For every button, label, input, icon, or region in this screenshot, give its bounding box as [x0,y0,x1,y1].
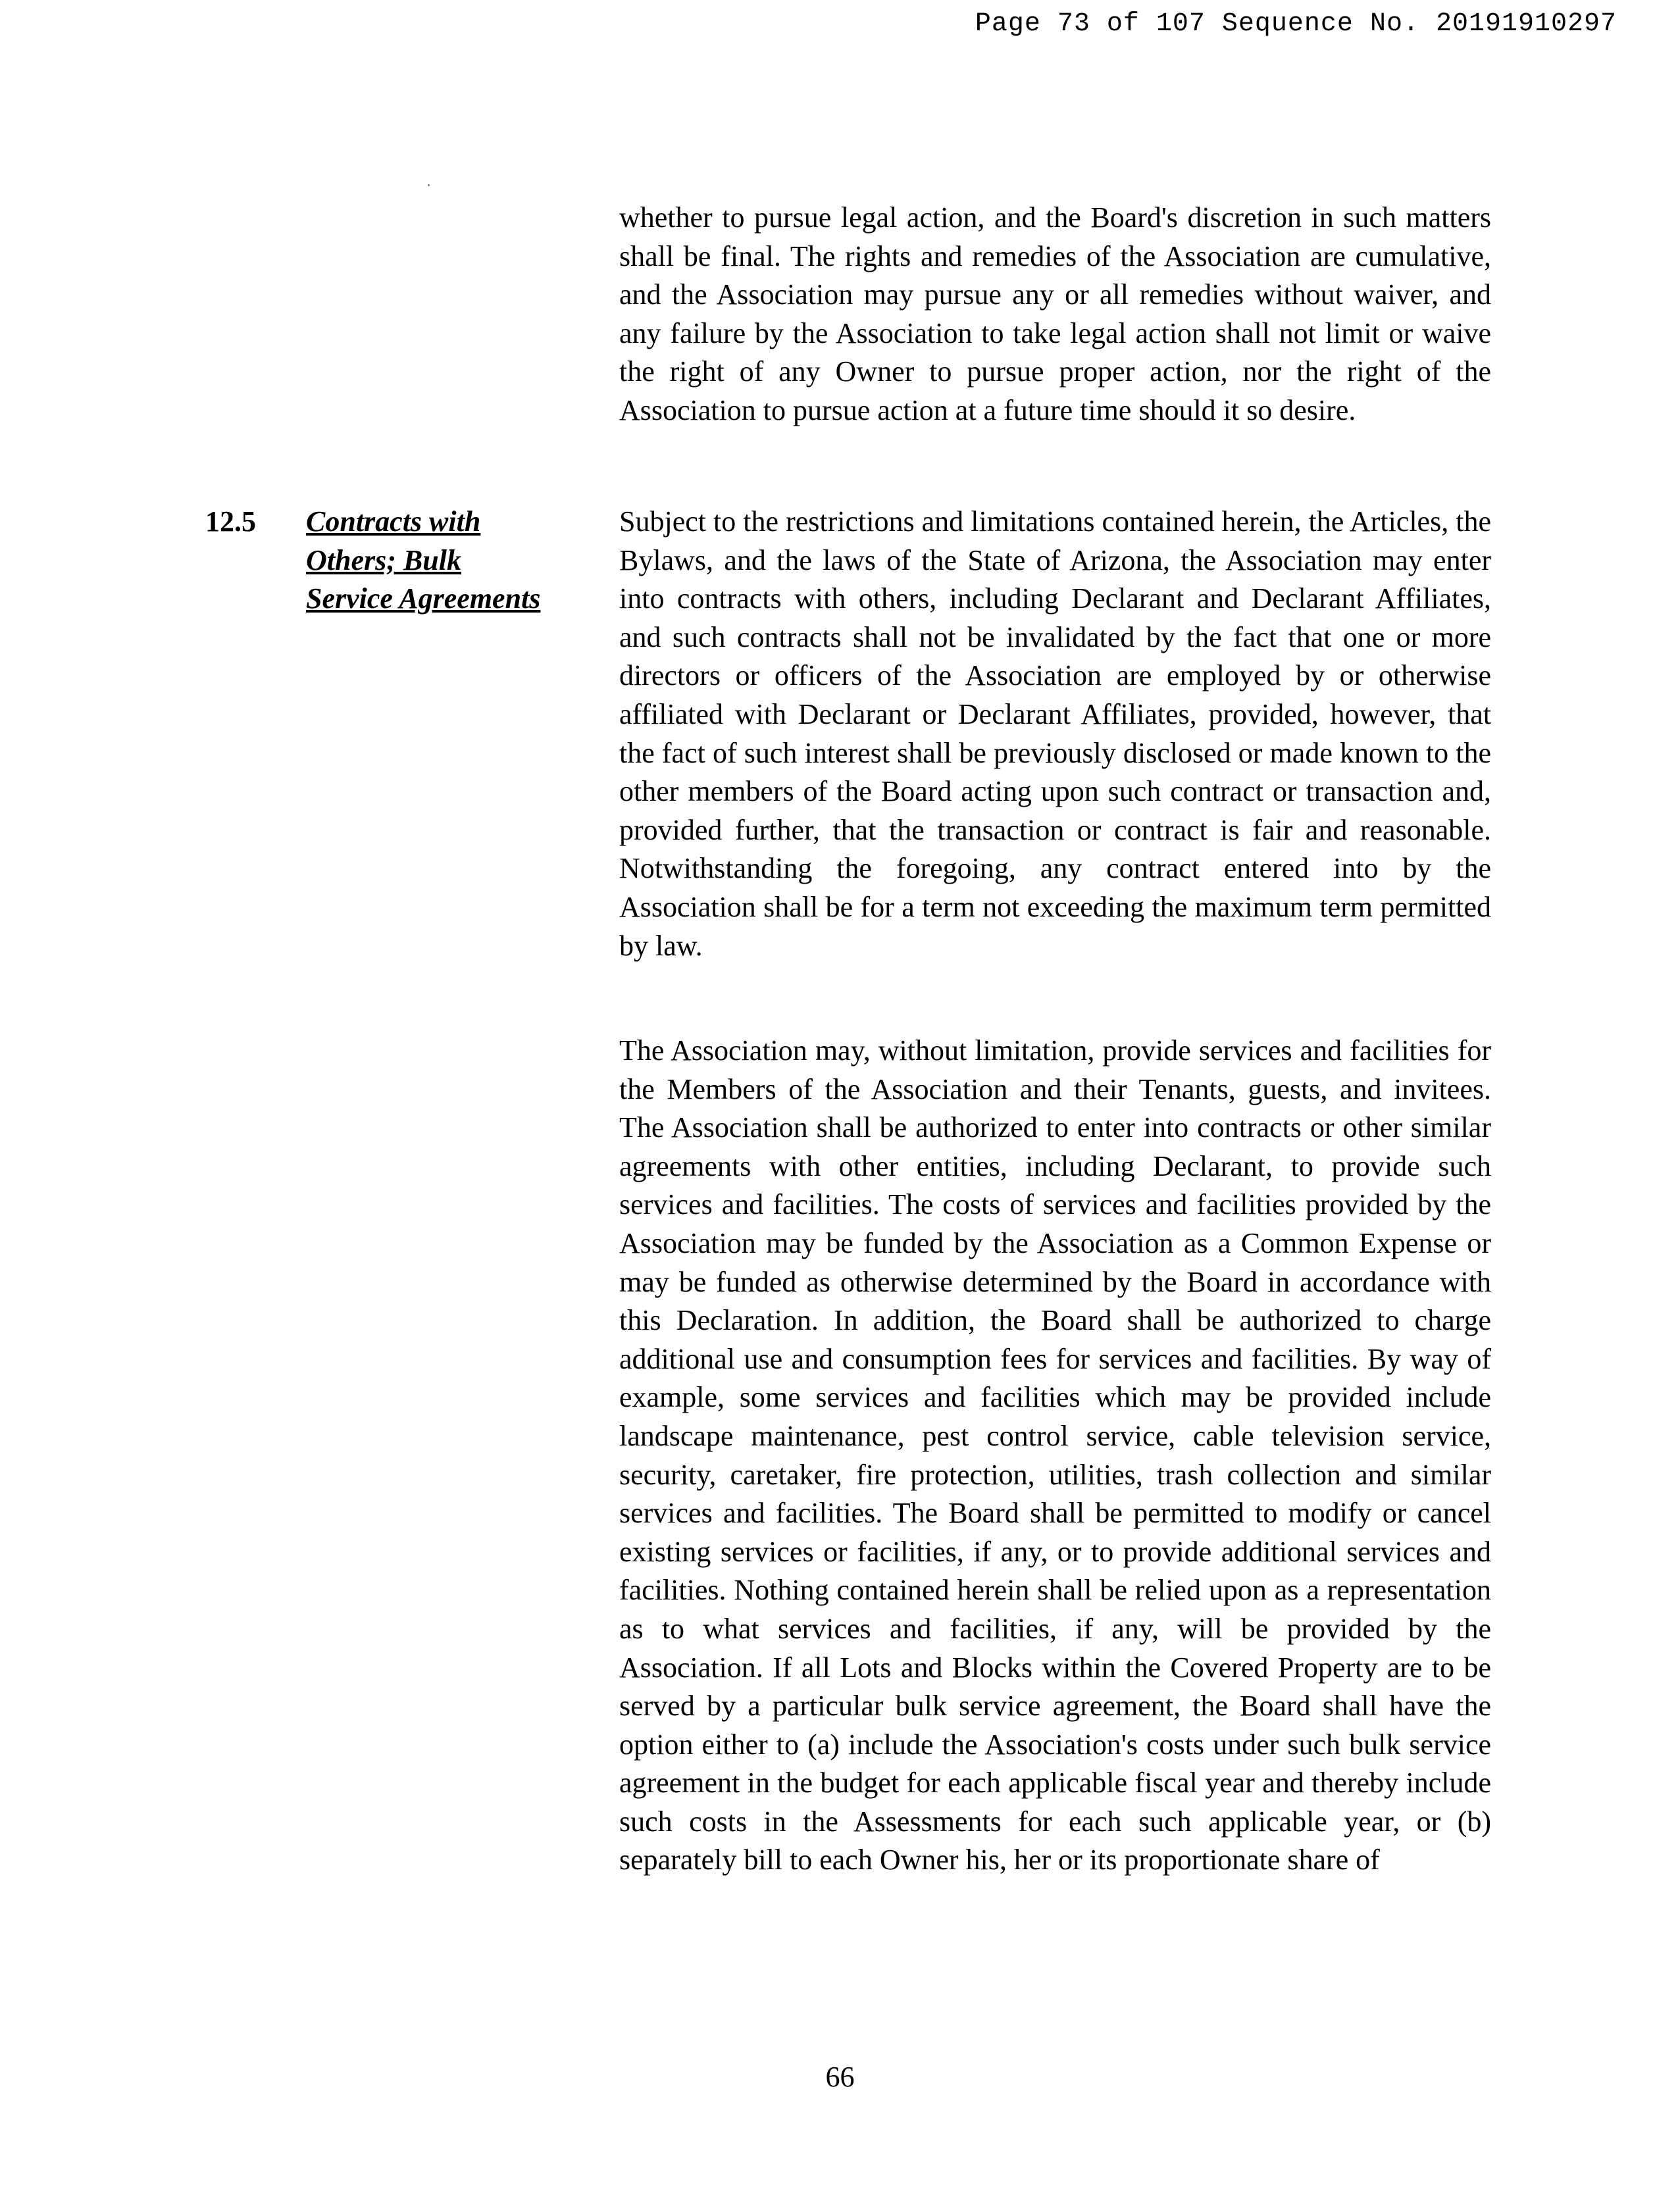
section-heading-line: Contracts with [306,505,481,538]
paragraph-continuation: whether to pursue legal action, and the Board's discretion in such matters shall be final. The rights and remedies of the Association are cumulative, and the Association may pursue any or all remedies without waiver, and any failure by the Association to take legal action shall not limit or waive the right of any Owner to pursue proper action, nor the right of the Association to pursue action at a future time should it so desire. [619,201,1491,426]
scan-dot [428,184,430,186]
section-number: 12.5 [205,505,256,538]
section-heading [306,503,540,618]
section-heading-line: Others; Bulk [306,543,461,576]
section-heading-line: Service Agreements [306,582,541,615]
paragraph-contracts: Subject to the restrictions and limitations contained herein, the Articles, the Bylaws, and the laws of the State of Arizona, the Association may enter into contracts with others, including Declarant and Declarant Affiliates, and such contracts shall not be invalidated by the fact that one or more directors or officers of the Association are employed by or otherwise affiliated with Declarant or Declarant Affiliates, provided, however, that the fact of such interest shall be previously disclosed or made known to the other members of the Board acting upon such contract or transaction and, provided further, that the transaction or contract is fair and reasonable. Notwithstanding the foregoing, any contract entered into by the Association shall be for a term not exceeding the maximum term permitted by law. [619,505,1491,962]
page-number: 66 [825,2061,855,2093]
paragraph-services: The Association may, without limitation, provide services and facilities for the Members of the Association and their Tenants, guests, and invitees. The Association shall be authorized to enter into contracts or other similar agreements with other entities, including Declarant, to provide such services and facilities. The costs of services and facilities provided by the Association may be funded by the Association as a Common Expense or may be funded as otherwise determined by the Board in accordance with this Declaration. In addition, the Board shall be authorized to charge additional use and consumption fees for services and facilities. By way of example, some services and facilities which may be provided include landscape maintenance, pest control service, cable television service, security, caretaker, fire protection, utilities, trash collection and similar services and facilities. The Board shall be permitted to modify or cancel existing services or facilities, if any, or to provide additional services and facilities. Nothing contained herein shall be relied upon as a representation as to what services and facilities, if any, will be provided by the Association. If all Lots and Blocks within the Covered Property are to be served by a particular bulk service agreement, the Board shall have the option either to (a) include the Association's costs under such bulk service agreement in the budget for each applicable fiscal year and thereby include such costs in the Assessments for each such applicable year, or (b) separately bill to each Owner his, her or its proportionate share of [619,1034,1491,1876]
page-sequence-stamp: Page 73 of 107 Sequence No. 20191910297 [975,9,1617,39]
